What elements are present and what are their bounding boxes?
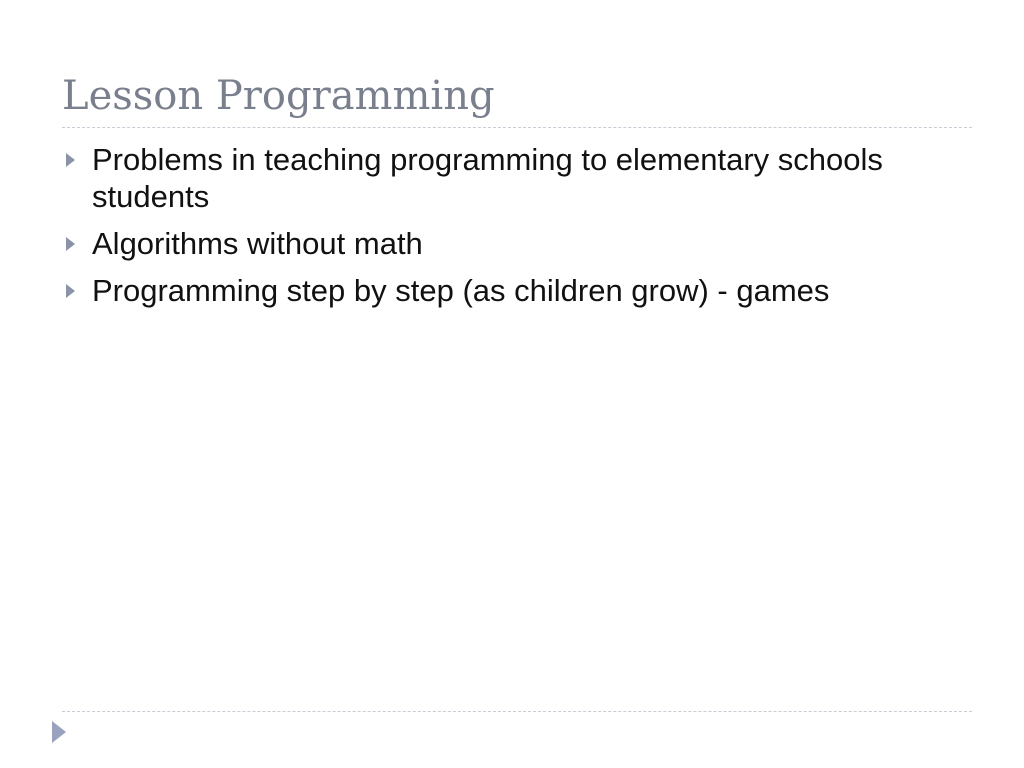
triangle-right-icon (66, 237, 75, 251)
bullet-text: Algorithms without math (92, 226, 423, 261)
footer-divider (62, 711, 972, 712)
bullet-text: Problems in teaching programming to elementary schools students (92, 142, 883, 214)
title-divider (62, 127, 972, 128)
slide-title: Lesson Programming (62, 73, 495, 119)
bullet-list (62, 141, 962, 319)
bullet-item (62, 272, 962, 309)
triangle-right-icon (66, 153, 75, 167)
triangle-right-icon (66, 284, 75, 298)
bullet-item (62, 225, 962, 262)
bullet-text: Programming step by step (as children grow) - games (92, 273, 830, 308)
corner-triangle-icon (52, 721, 66, 743)
bullet-item (62, 141, 962, 215)
